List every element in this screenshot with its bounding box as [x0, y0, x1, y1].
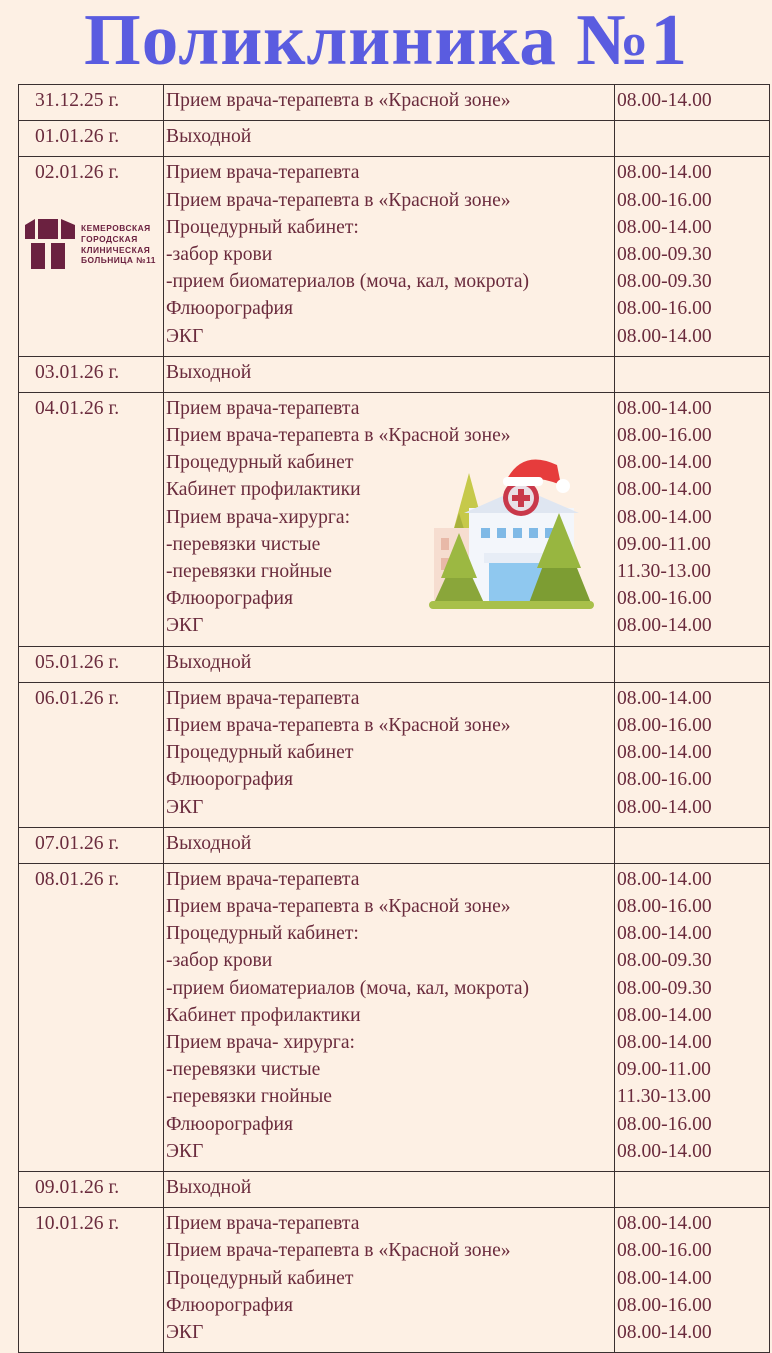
service-hours: 08.00-16.00: [617, 189, 712, 211]
schedule-body: [19, 85, 770, 1353]
service-hours: 08.00-14.00: [617, 397, 712, 419]
service-name: Процедурный кабинет: [166, 1267, 354, 1289]
service-name: ЭКГ: [166, 1321, 204, 1343]
service-name: -перевязки чистые: [166, 533, 321, 555]
schedule-row: [19, 827, 770, 863]
time-cell: [615, 863, 770, 1171]
service-name: Прием врача-терапевта в «Красной зоне»: [166, 1240, 511, 1262]
date-cell: [19, 121, 164, 157]
service-name: -прием биоматериалов (моча, кал, мокрота): [166, 977, 530, 999]
date-text: 10.01.26 г.: [35, 1213, 120, 1235]
service-hours: 08.00-14.00: [617, 687, 712, 709]
date-cell-content: [35, 357, 161, 392]
time-cell-content: [617, 828, 767, 863]
date-cell: [19, 827, 164, 863]
service-name: Процедурный кабинет:: [166, 923, 359, 945]
service-name: Кабинет профилактики: [166, 1004, 361, 1026]
date-cell-content: [35, 85, 161, 120]
service-hours: 08.00-14.00: [617, 796, 712, 818]
service-name: Прием врача-терапевта: [166, 868, 360, 890]
service-hours: 08.00-16.00: [617, 425, 712, 447]
service-hours: [617, 1174, 767, 1201]
schedule-row: [19, 1208, 770, 1353]
service-name: Флюорография: [166, 298, 294, 320]
date-cell: [19, 157, 164, 356]
time-cell-content: [617, 157, 767, 355]
service-name: -перевязки гнойные: [166, 1086, 333, 1108]
service-name: Прием врача-терапевта в «Красной зоне»: [166, 90, 511, 111]
service-cell: [164, 157, 615, 356]
service-hours: 08.00-14.00: [617, 615, 712, 637]
service-name: Кабинет профилактики: [166, 479, 361, 501]
service-name: Выходной: [166, 651, 252, 673]
service-cell: [164, 646, 615, 682]
service-name: ЭКГ: [166, 615, 204, 637]
service-cell: [164, 1171, 615, 1207]
service-cell-content: [166, 647, 612, 682]
service-hours: 08.00-14.00: [617, 1321, 712, 1343]
service-name: Флюорография: [166, 588, 294, 610]
time-cell-content: [617, 357, 767, 392]
time-cell-content: [617, 683, 767, 827]
service-hours: 09.00-11.00: [617, 1059, 711, 1081]
date-cell-content: [35, 1208, 161, 1243]
service-cell-content: [166, 864, 612, 1171]
service-name: -прием биоматериалов (моча, кал, мокрота): [166, 271, 530, 293]
time-cell: [615, 392, 770, 646]
service-name: Прием врача-терапевта: [166, 687, 360, 709]
service-hours: 08.00-14.00: [617, 923, 712, 945]
service-hours: 08.00-14.00: [617, 1213, 712, 1235]
logo-line: КЛИНИЧЕСКАЯ: [81, 244, 151, 255]
service-cell: [164, 356, 615, 392]
service-cell: [164, 682, 615, 827]
service-cell: [164, 85, 615, 121]
date-cell: [19, 863, 164, 1171]
service-hours: 08.00-16.00: [617, 896, 712, 918]
service-cell-content: [166, 683, 612, 827]
service-name: Флюорография: [166, 1113, 294, 1135]
date-cell-content: [35, 828, 161, 863]
service-name: Процедурный кабинет:: [166, 216, 359, 238]
time-cell: [615, 646, 770, 682]
date-cell: [19, 85, 164, 121]
service-hours: 08.00-16.00: [617, 1294, 712, 1316]
service-cell-content: [166, 85, 612, 120]
date-cell: [19, 392, 164, 646]
clinic-building-icon: [429, 453, 599, 613]
hospital-logo: [25, 217, 155, 273]
service-name: Прием врача-терапевта в «Красной зоне»: [166, 714, 511, 736]
date-cell-content: [35, 864, 161, 899]
service-name: Процедурный кабинет: [166, 742, 354, 764]
logo-line: БОЛЬНИЦА №11: [81, 255, 156, 266]
logo-line: ГОРОДСКАЯ: [81, 233, 138, 244]
schedule-row: [19, 682, 770, 827]
service-hours: 08.00-14.00: [617, 90, 712, 111]
service-hours: 08.00-14.00: [617, 1140, 712, 1162]
date-cell: [19, 1208, 164, 1353]
service-name: Флюорография: [166, 769, 294, 791]
service-name: Флюорография: [166, 1294, 294, 1316]
service-hours: 11.30-13.00: [617, 561, 711, 582]
service-hours: 08.00-14.00: [617, 452, 712, 474]
page-title: Поликлиника №1: [83, 0, 689, 80]
schedule-row: [19, 85, 770, 121]
schedule-row: [19, 646, 770, 682]
service-name: Выходной: [166, 832, 252, 854]
service-cell-content: [166, 157, 612, 355]
time-cell: [615, 85, 770, 121]
service-name: Выходной: [166, 126, 252, 148]
service-cell-content: [166, 1172, 612, 1207]
service-hours: 08.00-14.00: [617, 742, 712, 764]
service-name: -забор крови: [166, 950, 273, 972]
time-cell: [615, 1171, 770, 1207]
service-hours: 08.00-14.00: [617, 868, 712, 890]
time-cell: [615, 356, 770, 392]
date-text: 08.01.26 г.: [35, 868, 120, 890]
service-hours: 08.00-16.00: [617, 769, 712, 791]
service-hours: 08.00-14.00: [617, 1267, 712, 1289]
service-name: ЭКГ: [166, 325, 204, 347]
service-cell: [164, 1208, 615, 1353]
service-cell: [164, 121, 615, 157]
service-hours: 08.00-16.00: [617, 1240, 712, 1262]
service-name: Прием врача-терапевта в «Красной зоне»: [166, 425, 511, 447]
service-cell: [164, 827, 615, 863]
service-name: Прием врача-терапевта: [166, 162, 360, 184]
service-hours: 08.00-14.00: [617, 162, 712, 184]
service-name: -перевязки чистые: [166, 1059, 321, 1081]
date-text: 02.01.26 г.: [35, 162, 120, 184]
service-cell: [164, 392, 615, 646]
date-cell: [19, 1171, 164, 1207]
service-name: Прием врача-терапевта в «Красной зоне»: [166, 189, 511, 211]
time-cell-content: [617, 647, 767, 682]
date-text: 04.01.26 г.: [35, 397, 120, 419]
hospital-cross-icon: [25, 219, 75, 271]
schedule-row: [19, 1171, 770, 1207]
service-hours: 08.00-14.00: [617, 506, 712, 528]
service-name: Выходной: [166, 1176, 252, 1198]
service-name: ЭКГ: [166, 1140, 204, 1162]
service-hours: 08.00-14.00: [617, 325, 712, 347]
service-hours: 08.00-16.00: [617, 588, 712, 610]
service-hours: [617, 359, 767, 386]
time-cell: [615, 1208, 770, 1353]
date-text: 06.01.26 г.: [35, 687, 120, 709]
time-cell: [615, 682, 770, 827]
service-name: Прием врача-терапевта: [166, 397, 360, 419]
service-hours: 08.00-09.30: [617, 950, 712, 972]
service-hours: 08.00-16.00: [617, 1113, 712, 1135]
service-hours: 08.00-09.30: [617, 243, 712, 265]
date-text: 31.12.25 г.: [35, 90, 120, 111]
date-text: 09.01.26 г.: [35, 1176, 120, 1198]
service-name: Прием врача-хирурга:: [166, 506, 351, 528]
schedule-row: [19, 863, 770, 1171]
date-text: 07.01.26 г.: [35, 832, 120, 854]
date-cell-content: [35, 1172, 161, 1207]
service-cell-content: [166, 1208, 612, 1352]
time-cell-content: [617, 864, 767, 1171]
service-hours: [617, 649, 767, 676]
schedule-row: [19, 121, 770, 157]
date-text: 05.01.26 г.: [35, 651, 120, 673]
service-name: Прием врача-терапевта в «Красной зоне»: [166, 896, 511, 918]
service-name: Прием врача-терапевта: [166, 1213, 360, 1235]
service-cell-content: [166, 828, 612, 863]
date-text: 01.01.26 г.: [35, 126, 120, 148]
service-cell-content: [166, 121, 612, 156]
date-cell-content: [35, 157, 161, 192]
service-hours: 08.00-14.00: [617, 216, 712, 238]
date-cell-content: [35, 121, 161, 156]
service-name: ЭКГ: [166, 796, 204, 818]
time-cell: [615, 827, 770, 863]
service-hours: 08.00-09.30: [617, 977, 712, 999]
service-name: Процедурный кабинет: [166, 452, 354, 474]
schedule-table: [18, 84, 770, 1353]
time-cell-content: [617, 393, 767, 646]
service-hours: 08.00-14.00: [617, 1004, 712, 1026]
service-hours: 08.00-14.00: [617, 1032, 712, 1053]
date-cell: [19, 356, 164, 392]
schedule-row: [19, 356, 770, 392]
date-cell: [19, 646, 164, 682]
service-hours: 08.00-16.00: [617, 714, 712, 736]
service-cell-content: [166, 357, 612, 392]
schedule-row: [19, 157, 770, 356]
time-cell: [615, 121, 770, 157]
time-cell-content: [617, 85, 767, 120]
time-cell: [615, 157, 770, 356]
service-hours: [617, 123, 767, 150]
logo-line: КЕМЕРОВСКАЯ: [81, 223, 151, 234]
service-hours: 09.00-11.00: [617, 533, 711, 555]
christmas-clinic-illustration: [429, 453, 599, 613]
service-hours: 08.00-09.30: [617, 271, 712, 293]
schedule-row: [19, 392, 770, 646]
time-cell-content: [617, 1172, 767, 1207]
service-hours: 11.30-13.00: [617, 1086, 711, 1108]
date-cell-content: [35, 647, 161, 682]
date-cell-content: [35, 683, 161, 718]
hospital-logo-text: [81, 223, 156, 265]
date-cell-content: [35, 393, 161, 428]
service-name: Выходной: [166, 361, 252, 383]
date-text: 03.01.26 г.: [35, 361, 120, 383]
date-cell: [19, 682, 164, 827]
time-cell-content: [617, 1208, 767, 1352]
service-name: Прием врача- хирурга:: [166, 1032, 355, 1053]
service-hours: 08.00-14.00: [617, 479, 712, 501]
time-cell-content: [617, 121, 767, 156]
service-name: -забор крови: [166, 243, 273, 265]
service-hours: [617, 830, 767, 857]
service-hours: 08.00-16.00: [617, 298, 712, 320]
service-name: -перевязки гнойные: [166, 561, 333, 582]
service-cell: [164, 863, 615, 1171]
